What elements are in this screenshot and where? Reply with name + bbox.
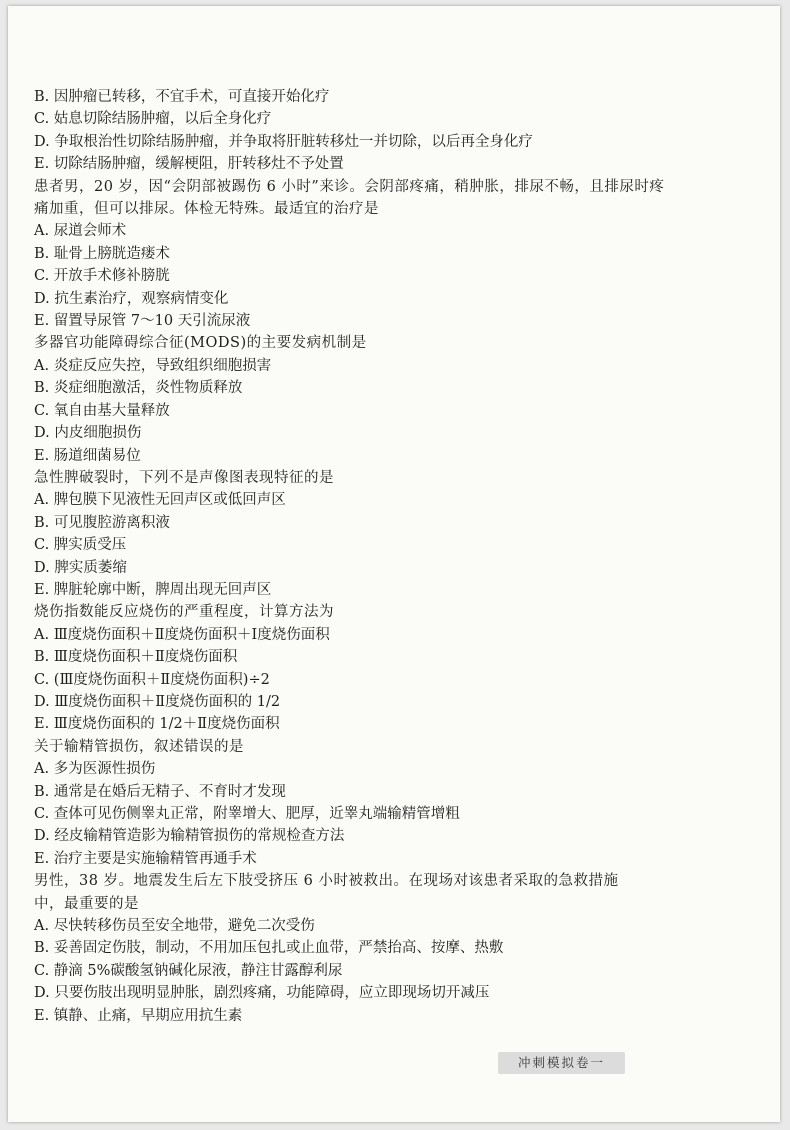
question-stem-line: 关于输精管损伤，叙述错误的是 (34, 738, 244, 755)
answer-option: E. 留置导尿管 7～10 天引流尿液 (34, 313, 251, 330)
answer-option: D. 内皮细胞损伤 (34, 425, 142, 442)
answer-option: B. 炎症细胞激活，炎性物质释放 (34, 380, 243, 397)
answer-option: D. Ⅲ度烧伤面积＋Ⅱ度烧伤面积的 1/2 (34, 693, 281, 710)
answer-option: E. 切除结肠肿瘤，缓解梗阻，肝转移灶不予处置 (34, 156, 344, 173)
answer-option: A. 尿道会师术 (34, 223, 127, 240)
answer-option: C. 开放手术修补膀胱 (34, 268, 170, 285)
question-stem-line: 急性脾破裂时，下列不是声像图表现特征的是 (34, 469, 334, 486)
answer-option: C. 静滴 5%碳酸氢钠碱化尿液，静注甘露醇利尿 (34, 962, 343, 979)
answer-option: C. 查体可见伤侧睾丸正常，附睾增大、肥厚，近睾丸端输精管增粗 (34, 806, 460, 822)
answer-option: A. 多为医源性损伤 (34, 761, 156, 778)
answer-option: B. 通常是在婚后无精子、不育时才发现 (34, 783, 286, 800)
answer-option: E. 治疗主要是实施输精管再通手术 (34, 850, 257, 867)
question-stem-line: 痛加重，但可以排尿。体检无特殊。最适宜的治疗是 (34, 201, 379, 218)
answer-option: A. 脾包膜下见液性无回声区或低回声区 (34, 492, 286, 509)
answer-option: A. 炎症反应失控，导致组织细胞损害 (34, 357, 272, 374)
answer-option: A. Ⅲ度烧伤面积＋Ⅱ度烧伤面积＋Ⅰ度烧伤面积 (34, 626, 330, 643)
footer-label: 冲刺模拟卷一 (498, 1052, 625, 1074)
answer-option: B. 可见腹腔游离积液 (34, 514, 170, 531)
answer-option: D. 脾实质萎缩 (34, 559, 127, 576)
answer-option: E. 镇静、止痛，早期应用抗生素 (34, 1007, 243, 1024)
answer-option: E. 肠道细菌易位 (34, 447, 141, 464)
question-stem-line: 患者男，20 岁，因“会阴部被踢伤 6 小时”来诊。会阴部疼痛，稍肿胀，排尿不畅，且排尿时疼 (34, 178, 665, 195)
answer-option: C. 氧自由基大量释放 (34, 402, 170, 419)
answer-option: B. 因肿瘤已转移，不宜手术，可直接开始化疗 (34, 89, 330, 105)
answer-option: B. 耻骨上膀胱造瘘术 (34, 245, 170, 262)
answer-option: C. (Ⅲ度烧伤面积＋Ⅱ度烧伤面积)÷2 (34, 671, 270, 688)
answer-option: A. 尽快转移伤员至安全地带，避免二次受伤 (34, 918, 315, 935)
answer-option: D. 只要伤肢出现明显肿胀，剧烈疼痛，功能障碍，应立即现场切开减压 (34, 985, 490, 1002)
question-stem-line: 烧伤指数能反应烧伤的严重程度，计算方法为 (34, 604, 334, 621)
answer-option: B. 妥善固定伤肢，制动，不用加压包扎或止血带，严禁抬高、按摩、热敷 (34, 940, 504, 957)
question-stem-line: 男性，38 岁。地震发生后左下肢受挤压 6 小时被救出。在现场对该患者采取的急救措施 (34, 873, 619, 890)
answer-option: E. 脾脏轮廓中断，脾周出现无回声区 (34, 581, 272, 598)
answer-option: C. 脾实质受压 (34, 537, 127, 554)
question-stem-line: 多器官功能障碍综合征(MODS)的主要发病机制是 (34, 335, 367, 352)
answer-option: E. Ⅲ度烧伤面积的 1/2＋Ⅱ度烧伤面积 (34, 716, 280, 733)
question-stem-line: 中，最重要的是 (34, 895, 139, 912)
answer-option: D. 抗生素治疗，观察病情变化 (34, 290, 229, 307)
answer-option: B. Ⅲ度烧伤面积＋Ⅱ度烧伤面积 (34, 649, 238, 666)
document-page (8, 6, 780, 1122)
answer-option: D. 争取根治性切除结肠肿瘤，并争取将肝脏转移灶一并切除，以后再全身化疗 (34, 133, 533, 150)
answer-option: D. 经皮输精管造影为输精管损伤的常规检查方法 (34, 828, 345, 845)
question-text (34, 86, 734, 1027)
answer-option: C. 姑息切除结肠肿瘤，以后全身化疗 (34, 111, 272, 128)
